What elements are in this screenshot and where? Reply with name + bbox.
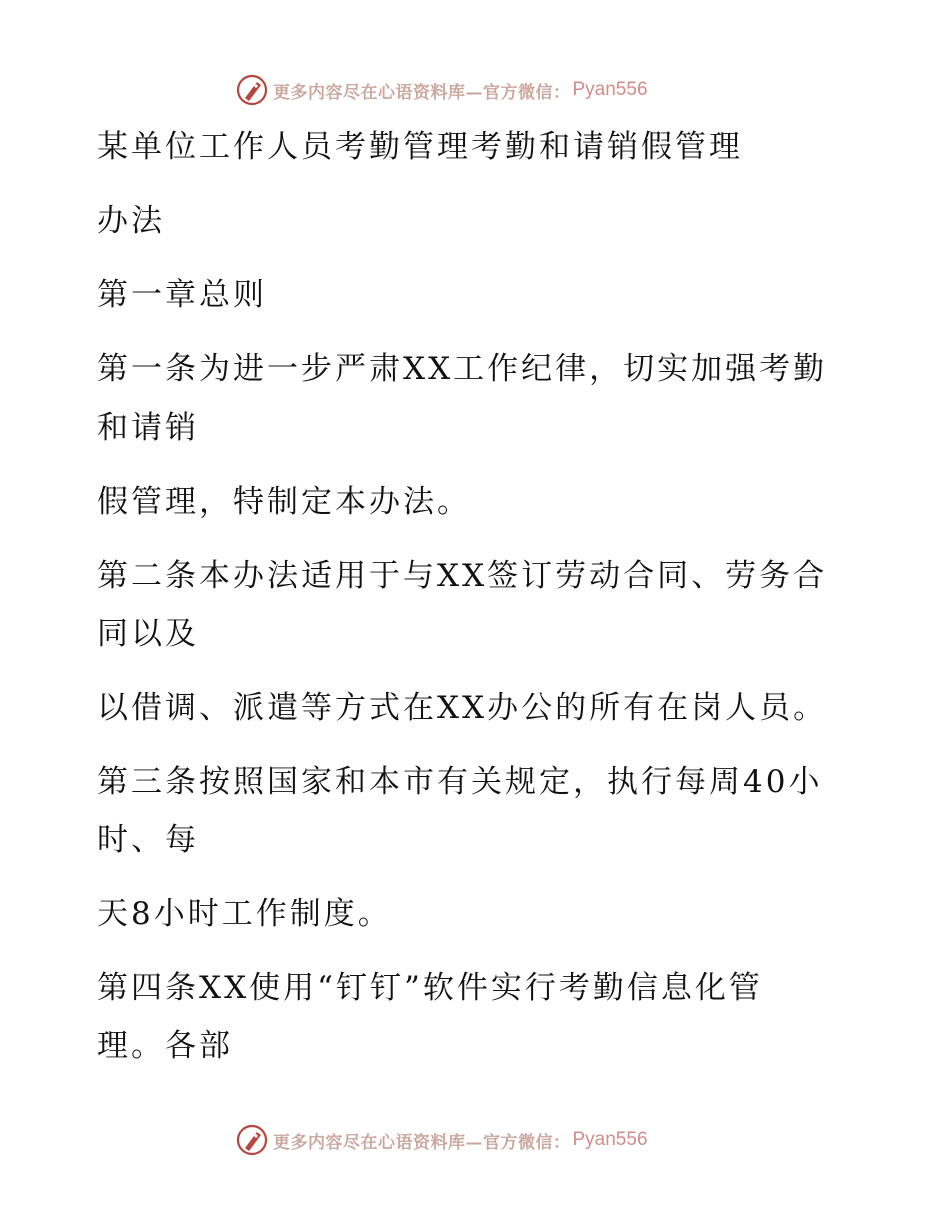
paragraph-line: 第二条本办法适用于与XX签订劳动合同、劳务合 — [97, 558, 828, 594]
header-banner — [235, 72, 648, 108]
paragraph-line: 时、每 — [97, 822, 199, 858]
chapter-heading: 第一章总则 — [97, 277, 267, 313]
pen-nib-logo-icon — [235, 73, 269, 107]
paragraph-line: 天8小时工作制度。 — [97, 896, 392, 932]
paragraph-line: 第四条XX使用“钉钉”软件实行考勤信息化管 — [97, 970, 763, 1006]
paragraph-line: 以借调、派遣等方式在XX办公的所有在岗人员。 — [97, 690, 828, 726]
doc-title-line: 办法 — [97, 203, 165, 239]
footer-banner — [235, 1122, 648, 1158]
paragraph-line: 第三条按照国家和本市有关规定，执行每周40小 — [97, 764, 823, 800]
paragraph-line: 假管理，特制定本办法。 — [97, 484, 471, 520]
pen-nib-logo-icon — [235, 1123, 269, 1157]
banner-text: 更多内容尽在心语资料库—官方微信： — [273, 1132, 571, 1153]
paragraph-line: 理。各部 — [97, 1028, 233, 1064]
paragraph-line: 第一条为进一步严肃XX工作纪律，切实加强考勤 — [97, 351, 828, 387]
paragraph-line: 同以及 — [97, 616, 199, 652]
wechat-handle: Pyan556 — [572, 1129, 648, 1150]
doc-title-line: 某单位工作人员考勤管理考勤和请销假管理 — [97, 129, 743, 165]
banner-text: 更多内容尽在心语资料库—官方微信： — [273, 82, 571, 103]
wechat-handle: Pyan556 — [572, 79, 648, 100]
paragraph-line: 和请销 — [97, 410, 199, 446]
